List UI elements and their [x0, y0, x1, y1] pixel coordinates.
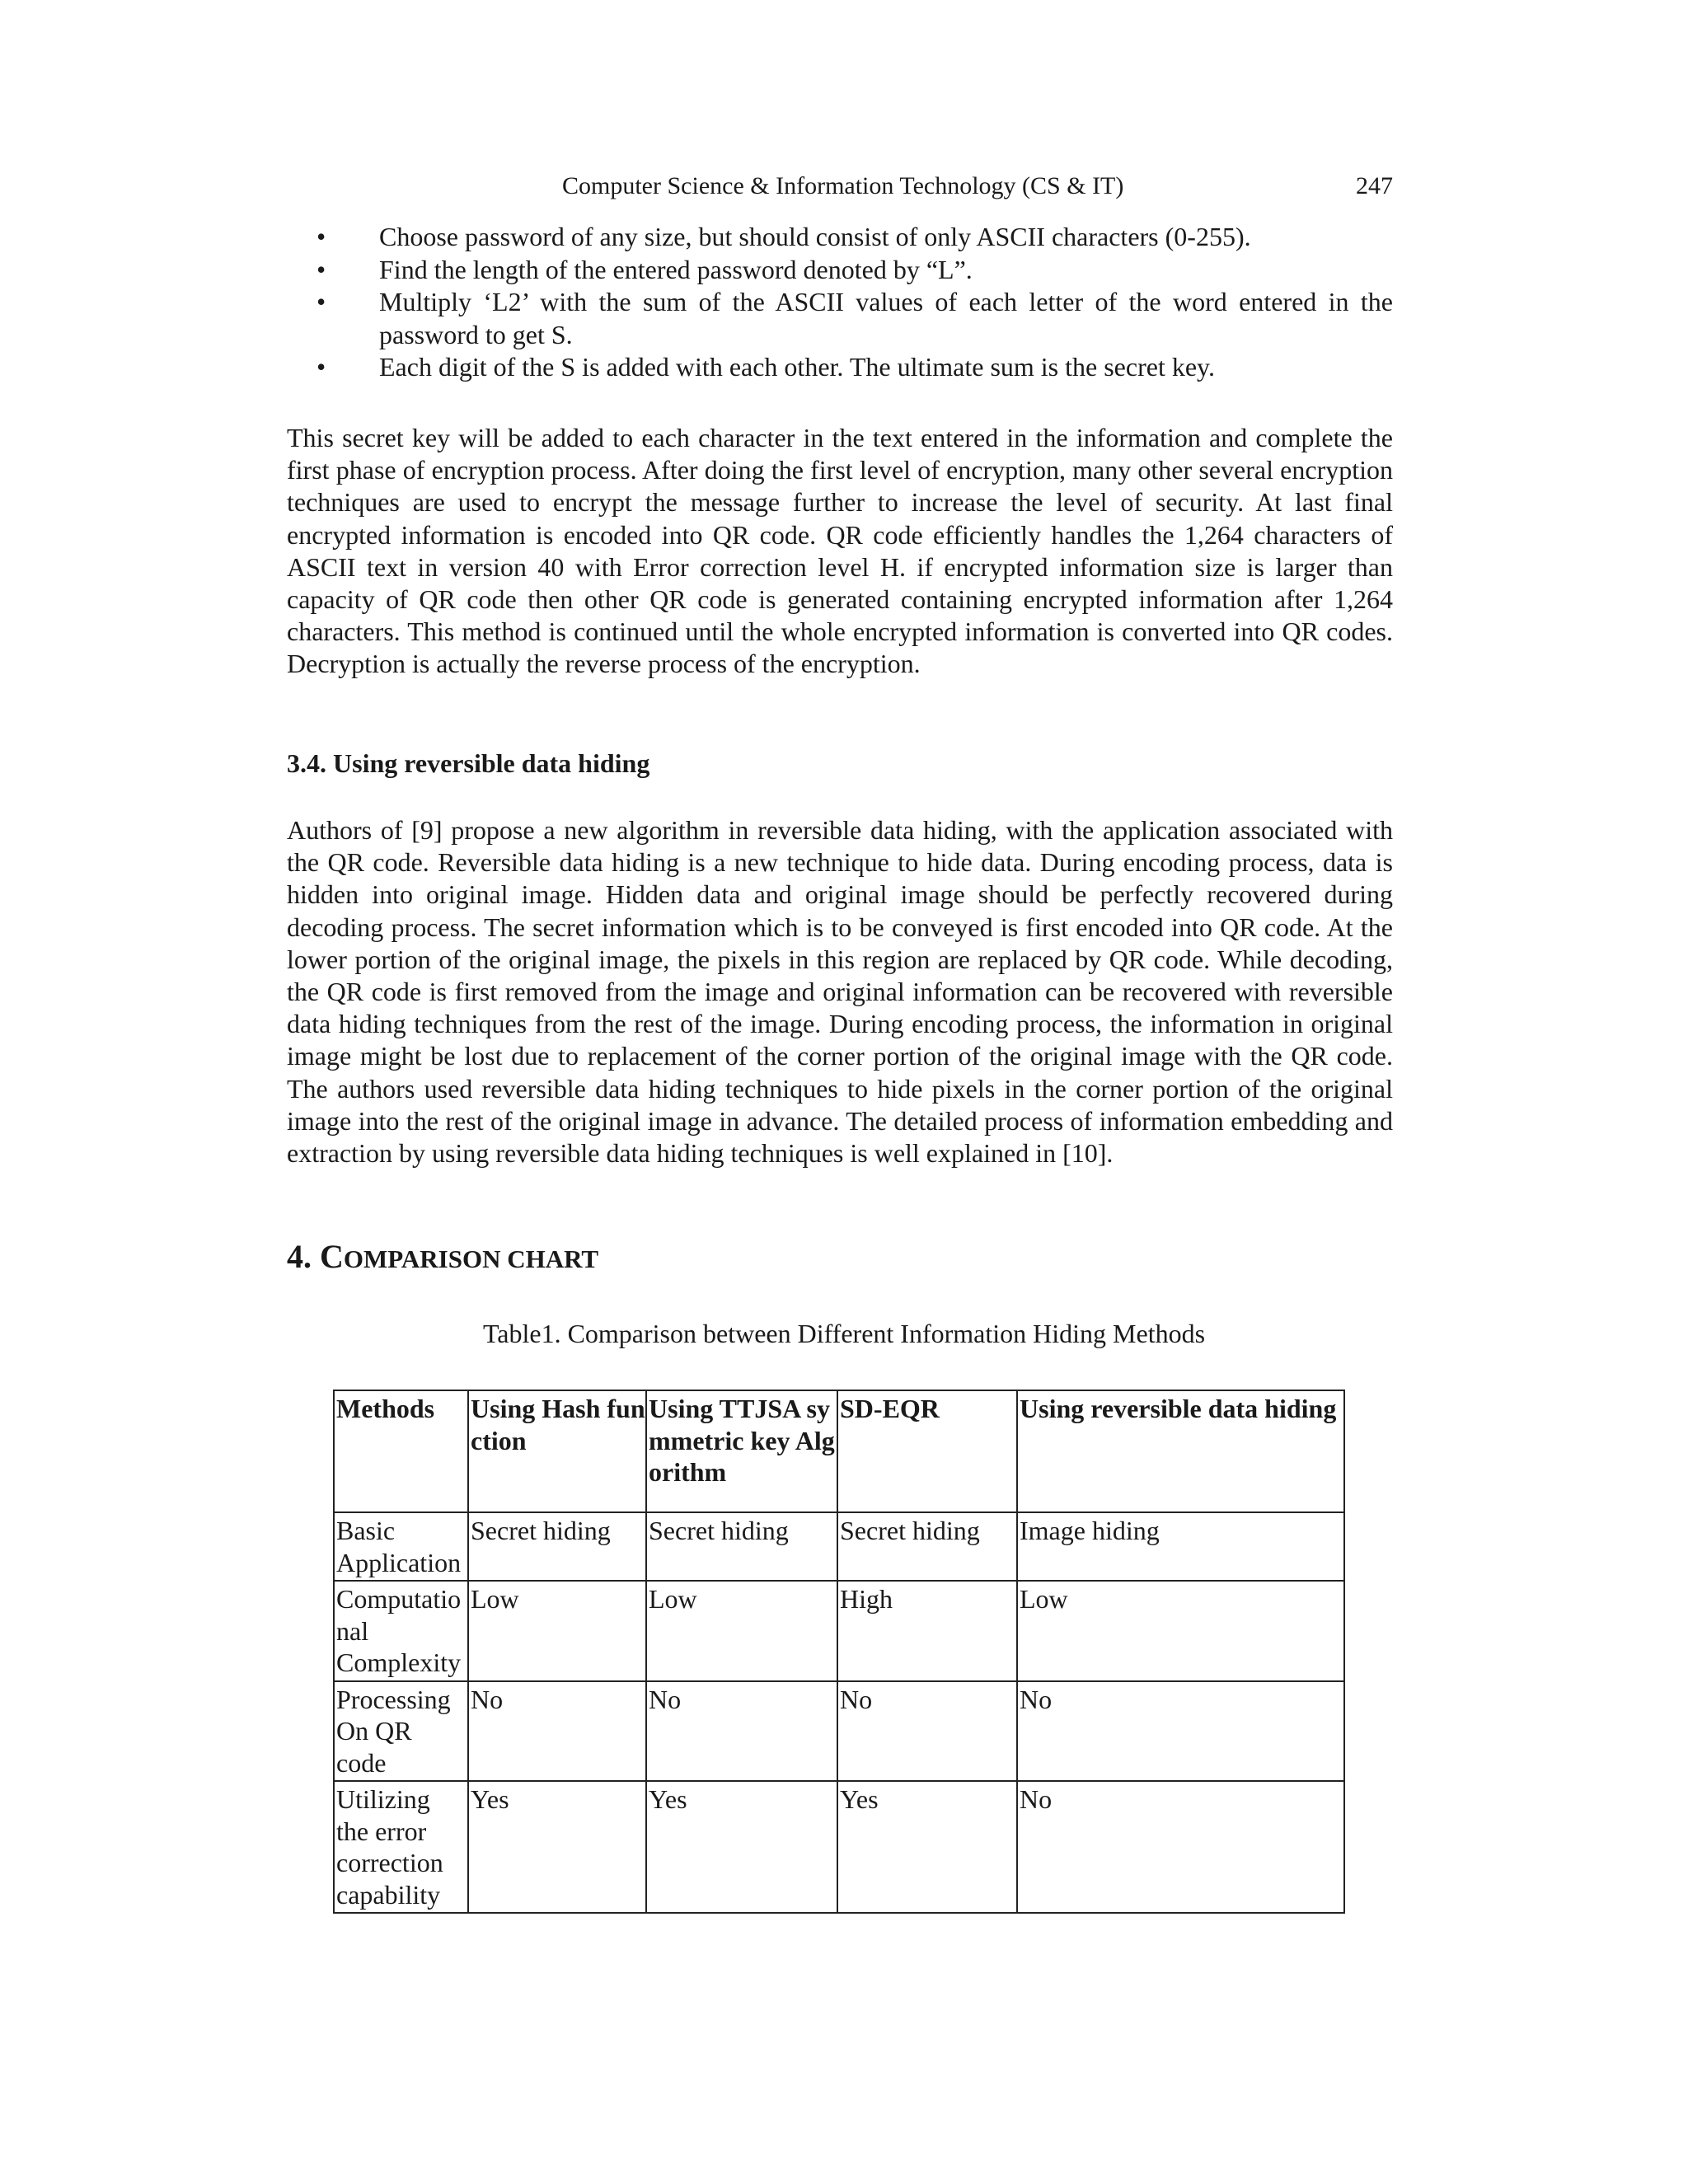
- table-cell: Low: [646, 1581, 837, 1681]
- column-header: Using Hash function: [468, 1390, 646, 1512]
- table-caption: Table1. Comparison between Different Information Hiding Methods: [482, 1319, 1206, 1348]
- table-cell: Yes: [837, 1781, 1017, 1913]
- table-cell: Yes: [646, 1781, 837, 1913]
- table-cell: Secret hiding: [646, 1512, 837, 1581]
- bullet-icon: •: [316, 254, 326, 284]
- table-row: [334, 1512, 1344, 1581]
- table-cell: Low: [1017, 1581, 1344, 1681]
- list-item: [287, 351, 1393, 384]
- column-header: Using TTJSA symmetric key Algorithm: [646, 1390, 837, 1512]
- column-header: Using reversible data hiding: [1017, 1390, 1344, 1512]
- row-label: Basic Application: [334, 1512, 468, 1581]
- bullet-icon: •: [316, 222, 326, 251]
- bullet-text: Multiply ‘L2’ with the sum of the ASCII values of each letter of the word entered in the password to get S.: [379, 287, 1393, 349]
- table-cell: No: [468, 1681, 646, 1782]
- row-label: Processing On QR code: [334, 1681, 468, 1782]
- comparison-table: [333, 1390, 1345, 1914]
- list-item: [287, 221, 1393, 254]
- section-title: [287, 1236, 598, 1280]
- table-cell: Yes: [468, 1781, 646, 1913]
- bullet-list: [287, 221, 1393, 384]
- list-item: [287, 254, 1393, 287]
- table-row: [334, 1581, 1344, 1681]
- bullet-icon: •: [316, 287, 326, 316]
- bullet-text: Find the length of the entered password denoted by “L”.: [379, 254, 973, 284]
- table-cell: Low: [468, 1581, 646, 1681]
- table-cell: Image hiding: [1017, 1512, 1344, 1581]
- section-number: 4.: [287, 1238, 320, 1275]
- section-title-rest: OMPARISON CHART: [343, 1244, 599, 1273]
- table-row: [334, 1681, 1344, 1782]
- page-number: 247: [1356, 172, 1393, 199]
- column-header: SD-EQR: [837, 1390, 1017, 1512]
- bullet-text: Each digit of the S is added with each other. The ultimate sum is the secret key.: [379, 352, 1215, 382]
- table-cell: No: [1017, 1681, 1344, 1782]
- section-lead-letter: C: [320, 1238, 344, 1275]
- bullet-text: Choose password of any size, but should consist of only ASCII characters (0-255).: [379, 222, 1251, 251]
- bullet-icon: •: [316, 352, 326, 382]
- subsection-title: 3.4. Using reversible data hiding: [287, 748, 650, 778]
- list-item: [287, 286, 1393, 351]
- paragraph-secret-key: This secret key will be added to each character in the text entered in the information and complete the first phase of encryption process. After doing the first level of encryption, many other several encryption techniques are used to encrypt the message further to increase the level of security. At last final encrypted information is encoded into QR code. QR code efficiently handles the 1,264 characters of ASCII text in version 40 with Error correction level H. if encrypted information size is larger than capacity of QR code then other QR code is generated containing encrypted information after 1,264 characters. This method is continued until the whole encrypted information is converted into QR codes. Decryption is actually the reverse process of the encryption.: [287, 423, 1393, 679]
- running-header: Computer Science & Information Technology (CS & IT): [562, 172, 1124, 199]
- table-row: [334, 1781, 1344, 1913]
- table-cell: No: [646, 1681, 837, 1782]
- row-label: Utilizing the error correction capability: [334, 1781, 468, 1913]
- table-cell: High: [837, 1581, 1017, 1681]
- column-header: Methods: [334, 1390, 468, 1512]
- table-cell: No: [1017, 1781, 1344, 1913]
- row-label: Computational Complexity: [334, 1581, 468, 1681]
- table-cell: Secret hiding: [468, 1512, 646, 1581]
- table-cell: Secret hiding: [837, 1512, 1017, 1581]
- paragraph-reversible-hiding: Authors of [9] propose a new algorithm in reversible data hiding, with the application associated with the QR code. Reversible data hiding is a new technique to hide data. During encoding process, data is hidden into original image. Hidden data and original image should be perfectly recovered during decoding process. The secret information which is to be conveyed is first encoded into QR code. At the lower portion of the original image, the pixels in this region are replaced by QR code. While decoding, the QR code is first removed from the image and original information can be recovered with reversible data hiding techniques from the rest of the image. During encoding process, the information in original image might be lost due to replacement of the corner portion of the original image with the QR code. The authors used reversible data hiding techniques to hide pixels in the corner portion of the original image into the rest of the original image in advance. The detailed process of information embedding and extraction by using reversible data hiding techniques is well explained in [10].: [287, 815, 1393, 1169]
- table-cell: No: [837, 1681, 1017, 1782]
- table-header-row: [334, 1390, 1344, 1512]
